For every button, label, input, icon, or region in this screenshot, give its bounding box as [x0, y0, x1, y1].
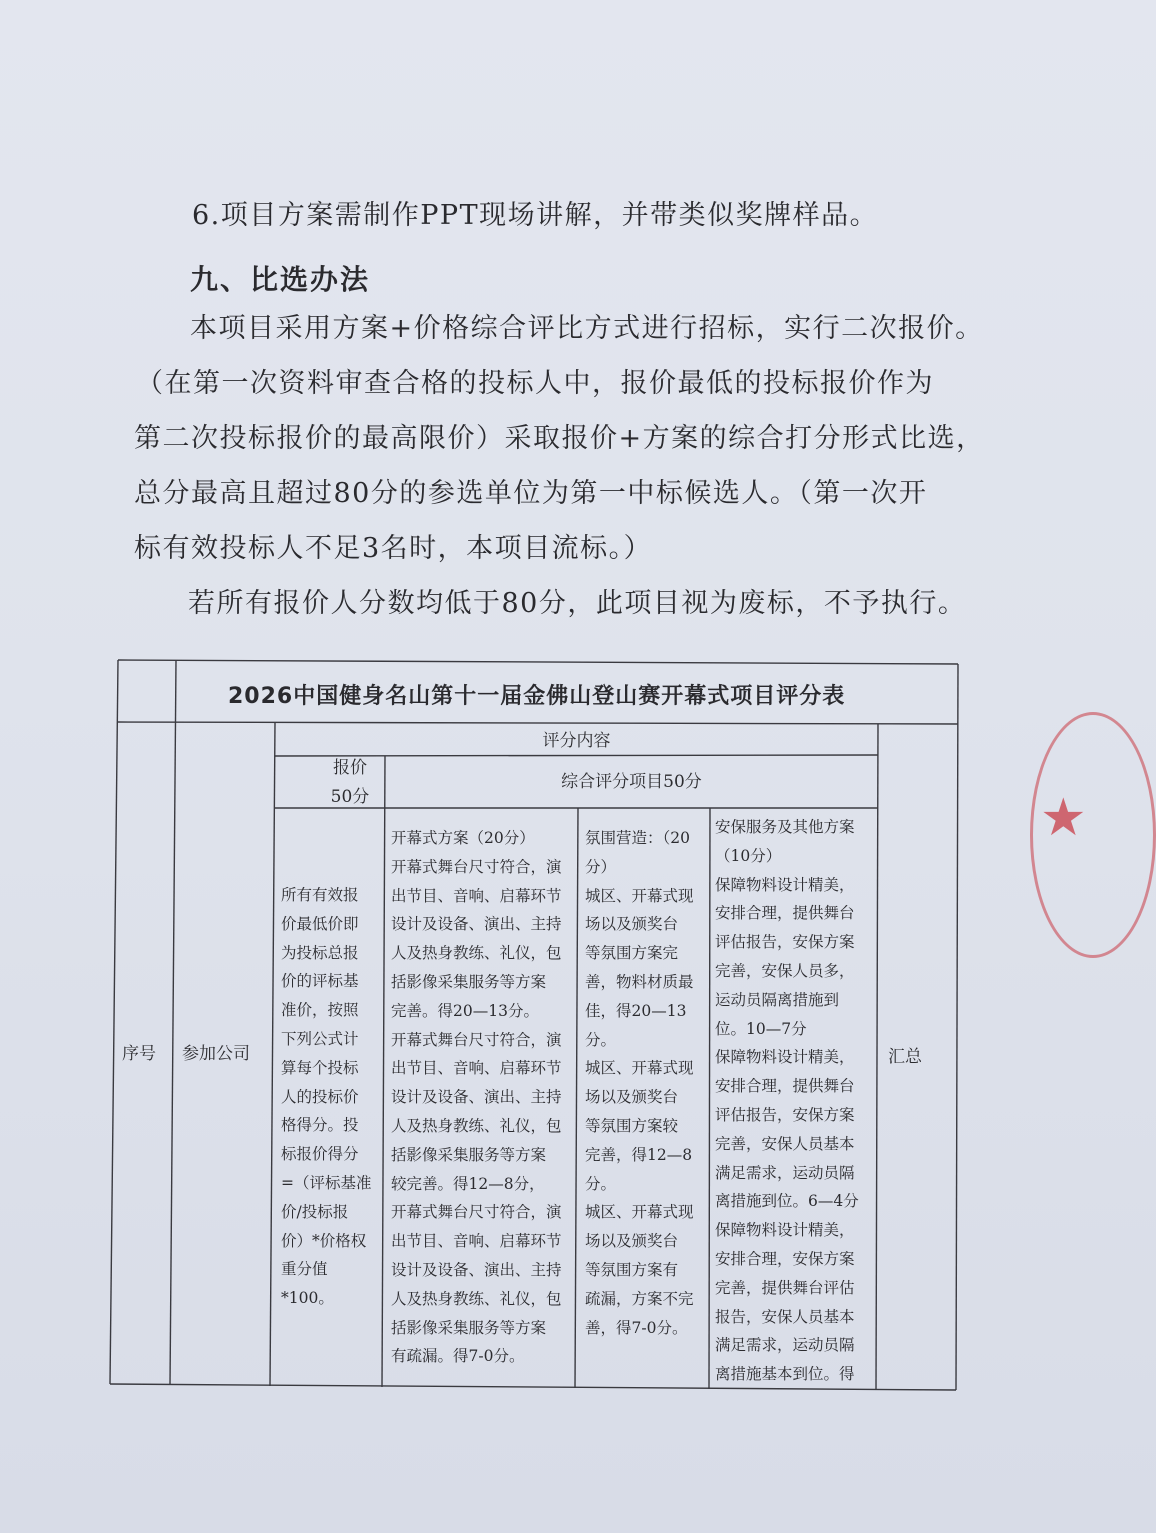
cell-line: 善，得7-0分。: [585, 1318, 688, 1337]
atmosphere-criteria-text: [585, 824, 694, 1342]
paragraph-method-line: 总分最高且超过80分的参选单位为第一中标候选人。（第一次开: [134, 478, 928, 509]
star-icon: ★: [1040, 788, 1087, 848]
cell-line: 价）*价格权: [281, 1231, 367, 1250]
cell-line: 完善。得20—13分。: [391, 1001, 539, 1020]
cell-line: 运动员隔离措施到: [715, 990, 840, 1009]
cell-line: 开幕式舞台尺寸符合，演: [391, 857, 562, 876]
cell-line: 准价，按照: [281, 1001, 359, 1020]
paragraph-method-line: 本项目采用方案+价格综合评比方式进行招标，实行二次报价。: [190, 313, 984, 344]
cell-line: 价/投标报: [281, 1202, 349, 1221]
cell-line: 评估报告，安保方案: [715, 1105, 855, 1124]
cell-line: 有疏漏。得7-0分。: [391, 1347, 525, 1366]
cell-line: 离措施到位。6—4分: [715, 1192, 859, 1211]
cell-line: 设计及设备、演出、主持: [391, 1088, 562, 1107]
header-seq: 序号: [122, 1044, 156, 1064]
header-content: 评分内容: [542, 731, 611, 751]
cell-line: 价最低价即: [281, 914, 359, 933]
cell-line: 分。: [585, 1174, 617, 1193]
cell-line: 分）: [585, 857, 617, 876]
cell-line: 疏漏，方案不完: [585, 1289, 694, 1308]
cell-line: 等氛围方案有: [585, 1260, 679, 1279]
cell-line: 保障物料设计精美，: [715, 1221, 855, 1240]
cell-line: 开幕式舞台尺寸符合，演: [391, 1203, 562, 1222]
cell-line: 开幕式方案（20分）: [391, 829, 535, 847]
cell-line: 算每个投标: [281, 1058, 359, 1077]
cell-line: 佳，得20—13: [585, 1001, 687, 1020]
cell-line: 设计及设备、演出、主持: [391, 1260, 562, 1279]
cell-line: 氛围营造：（20: [585, 829, 690, 847]
cell-line: 完善，安保人员基本: [715, 1134, 855, 1153]
cell-line: 完善，得12—8: [585, 1145, 693, 1164]
cell-line: 安排合理，提供舞台: [715, 1077, 855, 1096]
cell-line: 善，物料材质最: [585, 972, 694, 991]
cell-line: 离措施基本到位。得: [715, 1365, 855, 1384]
cell-line: 为投标总报: [281, 943, 359, 962]
cell-line: 较完善。得12—8分，: [391, 1174, 545, 1193]
cell-line: 出节目、音响、启幕环节: [391, 886, 562, 905]
cell-line: 城区、开幕式现: [585, 1203, 694, 1222]
cell-line: 括影像采集服务等方案: [391, 972, 547, 991]
cell-line: 场以及颁奖台: [585, 915, 679, 934]
cell-line: 满足需求，运动员隔: [715, 1336, 855, 1355]
paragraph-method-line: 第二次投标报价的最高限价）采取报价+方案的综合打分形式比选，: [134, 423, 985, 454]
cell-line: 人及热身教练、礼仪，包: [391, 1116, 562, 1135]
cell-line: 保障物料设计精美，: [715, 875, 855, 894]
cell-line: 括影像采集服务等方案: [391, 1318, 547, 1337]
cell-line: 标报价得分: [281, 1145, 359, 1164]
cell-line: 满足需求，运动员隔: [715, 1163, 855, 1182]
paragraph-invalid: 若所有报价人分数均低于80分，此项目视为废标，不予执行。: [188, 588, 967, 619]
cell-line: 价的评标基: [281, 972, 359, 991]
cell-line: 评估报告，安保方案: [715, 933, 855, 952]
cell-line: 完善，提供舞台评估: [715, 1278, 855, 1297]
header-comprehensive: 综合评分项目50分: [561, 772, 702, 792]
cell-line: 等氛围方案完: [585, 944, 679, 963]
cell-line: 人及热身教练、礼仪，包: [391, 944, 562, 963]
cell-line: 格得分。投: [281, 1116, 359, 1135]
table-title: 2026中国健身名山第十一届金佛山登山赛开幕式项目评分表: [228, 684, 846, 709]
cell-line: *100。: [281, 1289, 334, 1308]
cell-line: 设计及设备、演出、主持: [391, 915, 562, 934]
cell-line: 开幕式舞台尺寸符合，演: [391, 1030, 562, 1049]
cell-line: 位。10—7分: [715, 1019, 807, 1038]
cell-line: （10分）: [715, 846, 782, 865]
cell-line: 出节目、音响、启幕环节: [391, 1232, 562, 1251]
opening-ceremony-criteria-text: [391, 824, 562, 1371]
cell-line: 分。: [585, 1030, 617, 1049]
header-company: 参加公司: [182, 1044, 250, 1064]
price-criteria-text: [281, 881, 372, 1313]
cell-line: 重分值: [281, 1260, 328, 1279]
paragraph-method-line: 标有效投标人不足3名时，本项目流标。）: [134, 533, 653, 564]
header-price-label: 报价: [333, 758, 367, 778]
cell-line: 城区、开幕式现: [585, 886, 694, 905]
header-price-score: 50分: [330, 786, 370, 807]
cell-line: 场以及颁奖台: [585, 1088, 679, 1107]
cell-line: 保障物料设计精美，: [715, 1048, 855, 1067]
cell-line: 所有有效报: [281, 886, 359, 904]
cell-line: 出节目、音响、启幕环节: [391, 1059, 562, 1078]
section-heading: 九、比选办法: [190, 263, 371, 296]
paragraph-method-line: （在第一次资料审查合格的投标人中，报价最低的投标报价作为: [136, 368, 934, 399]
cell-line: =（评标基准: [281, 1173, 372, 1192]
cell-line: 安排合理，安保方案: [715, 1249, 855, 1268]
header-total: 汇总: [888, 1047, 922, 1067]
cell-line: 下列公式计: [281, 1029, 359, 1048]
security-criteria-text: [715, 813, 859, 1389]
cell-line: 城区、开幕式现: [585, 1059, 694, 1078]
cell-line: 等氛围方案较: [585, 1116, 679, 1135]
cell-line: 人及热身教练、礼仪，包: [391, 1289, 562, 1308]
cell-line: 安保服务及其他方案: [715, 818, 855, 836]
cell-line: 完善，安保人员多，: [715, 961, 855, 980]
item-6: 6.项目方案需制作PPT现场讲解，并带类似奖牌样品。: [192, 200, 879, 231]
cell-line: 括影像采集服务等方案: [391, 1145, 547, 1164]
cell-line: 报告，安保人员基本: [715, 1307, 855, 1326]
cell-line: 安排合理，提供舞台: [715, 904, 855, 923]
cell-line: 人的投标价: [281, 1087, 359, 1106]
cell-line: 场以及颁奖台: [585, 1232, 679, 1251]
